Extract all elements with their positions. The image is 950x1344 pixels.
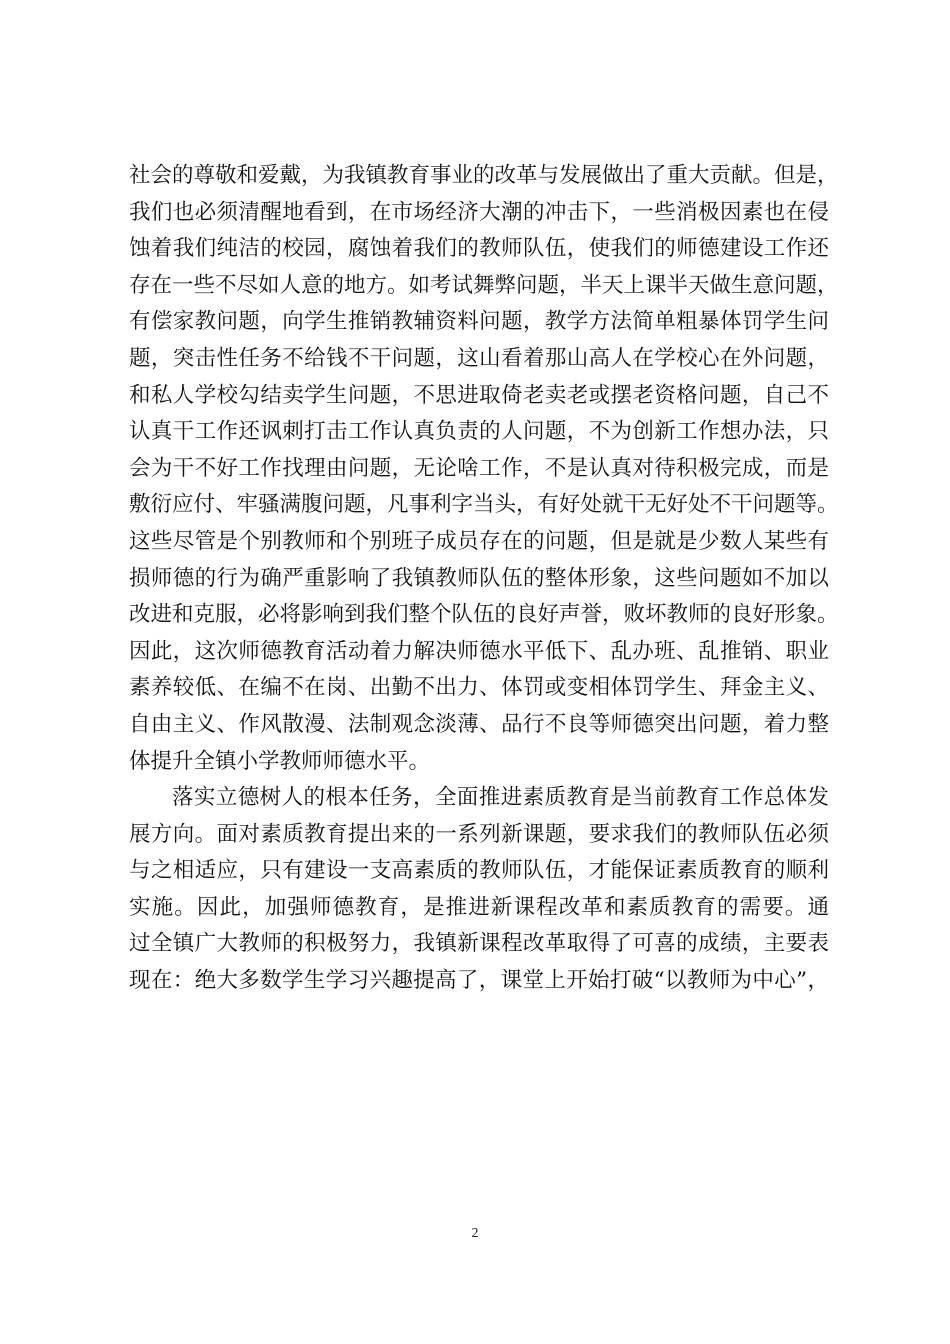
- text-line: 存在一些不尽如人意的地方。如考试舞弊问题，半天上课半天做生意问题，: [129, 272, 839, 298]
- text-line: 落实立德树人的根本任务，全面推进素质教育是当前教育工作总体发: [172, 785, 829, 811]
- text-line: 会为干不好工作找理由问题，无论啥工作，不是认真对待积极完成，而是: [129, 455, 829, 481]
- text-line: 自由主义、作风散漫、法制观念淡薄、品行不良等师德突出问题，着力整: [129, 711, 829, 737]
- paragraph-1: [129, 158, 839, 780]
- text-line: 现在：绝大多数学生学习兴趣提高了，课堂上开始打破“以教师为中心”，: [129, 968, 829, 994]
- text-line: 损师德的行为确严重影响了我镇教师队伍的整体形象，这些问题如不加以: [129, 565, 829, 591]
- body-text: [129, 158, 839, 1000]
- text-line: 素养较低、在编不在岗、出勤不出力、体罚或变相体罚学生、拜金主义、: [129, 675, 829, 701]
- text-line: 蚀着我们纯洁的校园，腐蚀着我们的教师队伍，使我们的师德建设工作还: [129, 236, 829, 262]
- text-line: 这些尽管是个别教师和个别班子成员存在的问题，但是就是少数人某些有: [129, 528, 829, 554]
- text-line: 改进和克服，必将影响到我们整个队伍的良好声誉，败坏教师的良好形象。: [129, 602, 839, 628]
- text-line: 和私人学校勾结卖学生问题，不思进取倚老卖老或摆老资格问题，自己不: [129, 382, 829, 408]
- text-line: 展方向。面对素质教育提出来的一系列新课题，要求我们的教师队伍必须: [129, 821, 829, 847]
- paragraph-2: [129, 780, 829, 1000]
- text-line: 社会的尊敬和爱戴，为我镇教育事业的改革与发展做出了重大贡献。但是，: [129, 163, 839, 188]
- text-line: 题，突击性任务不给钱不干问题，这山看着那山高人在学校心在外问题，: [129, 345, 829, 371]
- text-line: 与之相适应，只有建设一支高素质的教师队伍，才能保证素质教育的顺利: [129, 858, 829, 884]
- text-line: 敷衍应付、牢骚满腹问题，凡事利字当头，有好处就干无好处不干问题等。: [129, 492, 839, 518]
- page-number: 2: [471, 1226, 479, 1241]
- text-line: 我们也必须清醒地看到，在市场经济大潮的冲击下，一些消极因素也在侵: [129, 199, 829, 225]
- text-line: 过全镇广大教师的积极努力，我镇新课程改革取得了可喜的成绩，主要表: [129, 931, 829, 957]
- text-line: 因此，这次师德教育活动着力解决师德水平低下、乱办班、乱推销、职业: [129, 638, 829, 664]
- text-line: 认真干工作还讽刺打击工作认真负责的人问题，不为创新工作想办法，只: [129, 419, 829, 445]
- text-line: 有偿家教问题，向学生推销教辅资料问题，教学方法简单粗暴体罚学生问: [129, 309, 829, 335]
- text-line: 体提升全镇小学教师师德水平。: [129, 748, 431, 774]
- text-line: 实施。因此，加强师德教育，是推进新课程改革和素质教育的需要。通: [129, 894, 829, 920]
